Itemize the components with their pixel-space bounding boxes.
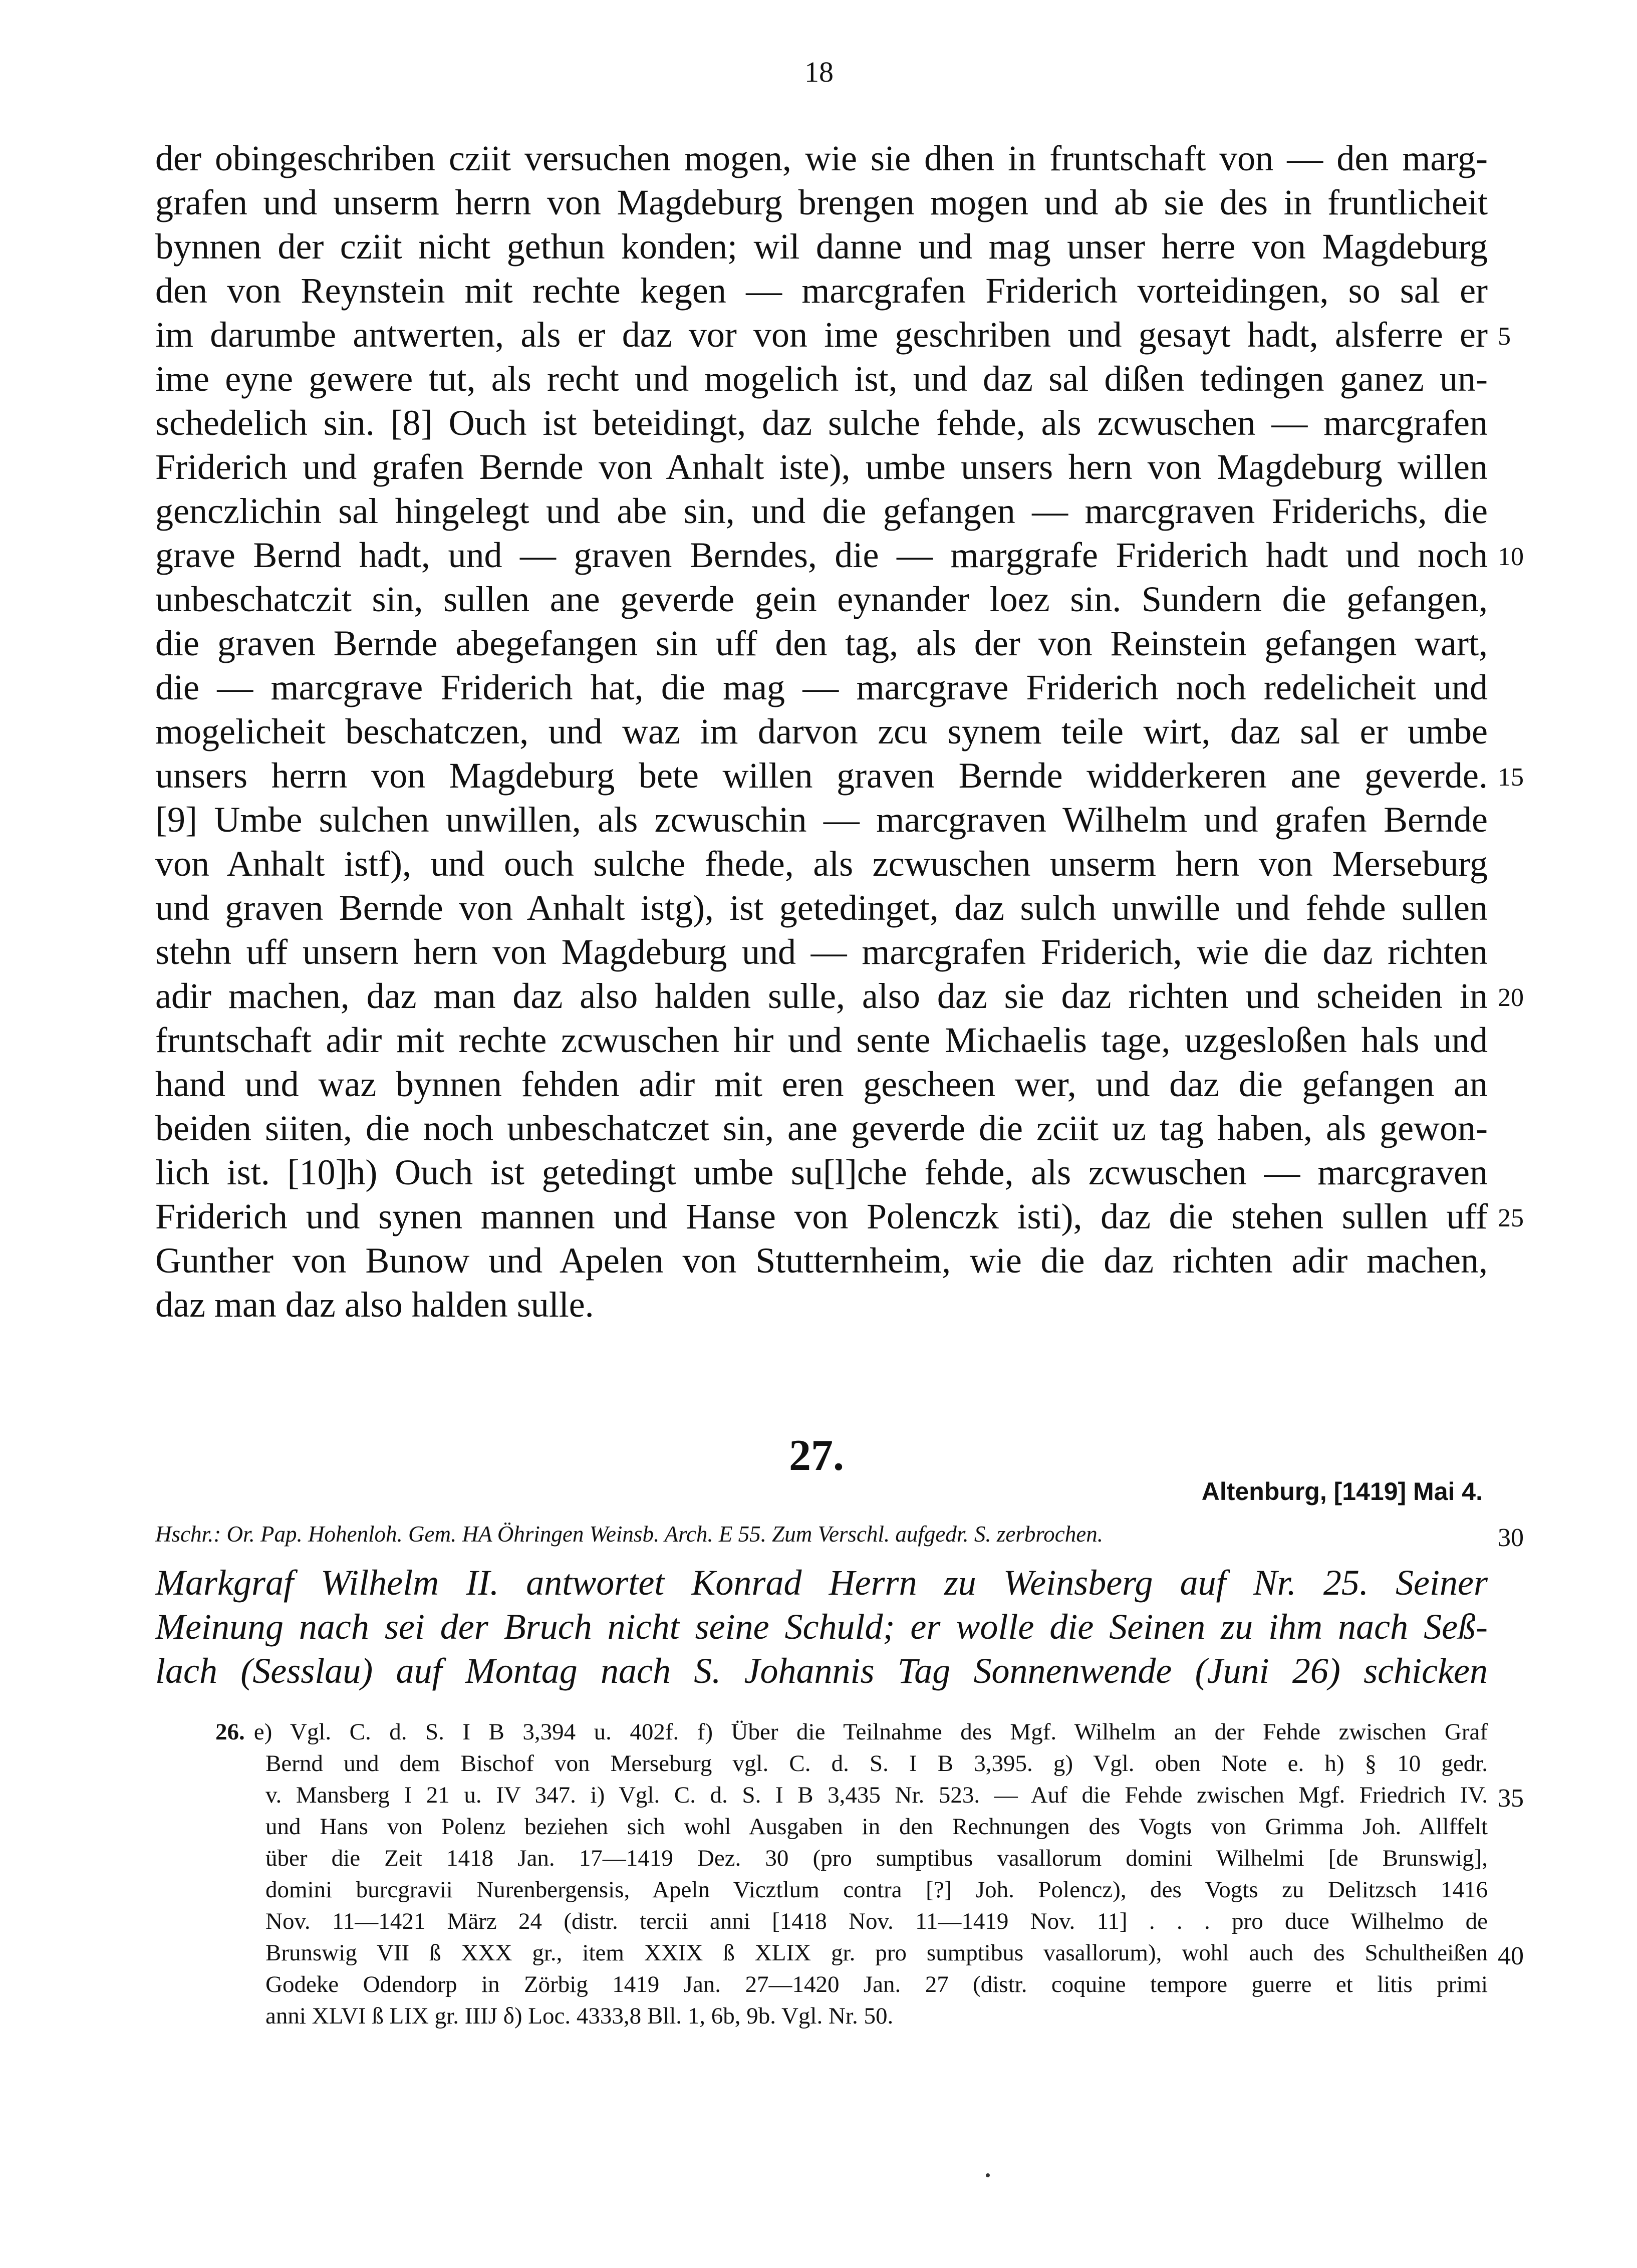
text-line: grave Bernd hadt, und — graven Berndes, die — marggrafe Friderich hadt und noch [155,535,1488,575]
text-line: schedelich sin. [8] Ouch ist beteidingt, daz sulche fehde, als zcwuschen — marcgrafen [155,403,1488,443]
text-line: daz man daz also halden sulle. [155,1285,594,1325]
text-line: hand und waz bynnen fehden adir mit eren gescheen wer, und daz die gefangen an [155,1064,1488,1104]
text-line: grafen und unserm herrn von Magdeburg brengen mogen und ab sie des in fruntlicheit [155,182,1488,222]
footnote-line: anni XLVI ß LIX gr. IIIJ δ) Loc. 4333,8 Bll. 1, 6b, 9b. Vgl. Nr. 50. [265,2003,894,2029]
text-line: lich ist. [10]h) Ouch ist getedingt umbe su[l]che fehde, als zcwuschen — marcgraven [155,1152,1488,1192]
regest-line: Meinung nach sei der Bruch nicht seine Schuld; er wolle die Seinen zu ihm nach Seß- [155,1607,1488,1647]
footnote-text: e) Vgl. C. d. S. I B 3,394 u. 402f. f) Über die Teilnahme des Mgf. Wilhelm an der Fehde zwischen Graf [253,1719,1488,1745]
footnote-line [215,1718,1488,1745]
text-line: [9] Umbe sulchen unwillen, als zcwuschin — marcgraven Wilhelm und grafen Bernde [155,800,1488,840]
document-number: 27. [789,1431,844,1480]
text-line: Gunther von Bunow und Apelen von Stutternheim, wie die daz richten adir machen, [155,1240,1488,1281]
text-line: die — marcgrave Friderich hat, die mag — marcgrave Friderich noch redelicheit und [155,667,1488,707]
footnote-line: über die Zeit 1418 Jan. 17—1419 Dez. 30 (pro sumptibus vasallorum domini Wilhelmi [de Brunswig], [265,1845,1488,1871]
text-line: und graven Bernde von Anhalt istg), ist getedinget, daz sulch unwille und fehde sullen [155,888,1488,928]
text-line: ime eyne gewere tut, als recht und mogelich ist, und daz sal dißen tedingen ganez un- [155,359,1488,399]
footnote-line: Bernd und dem Bischof von Merseburg vgl. C. d. S. I B 3,395. g) Vgl. oben Note e. h) § 10 gedr. [265,1750,1488,1777]
text-line: unsers herrn von Magdeburg bete willen graven Bernde widderkeren ane geverde. [155,755,1488,796]
line-number: 15 [1498,763,1524,792]
text-line: mogelicheit beschatczen, und waz im darvon zcu synem teile wirt, daz sal er umbe [155,711,1488,751]
text-line: im darumbe antwerten, als er daz vor von ime geschriben und gesayt hadt, alsferre er [155,315,1488,355]
footnote-line: domini burcgravii Nurenbergensis, Apeln Vicztlum contra [?] Joh. Polencz), des Vogts zu Delitzsch 1416 [265,1877,1488,1903]
line-number: 5 [1498,322,1511,351]
dateline: Altenburg, [1419] Mai 4. [1201,1477,1483,1505]
source-line: Hschr.: Or. Pap. Hohenloh. Gem. HA Öhringen Weinsb. Arch. E 55. Zum Verschl. aufgedr. S. zerbrochen. [155,1522,1103,1547]
line-number: 25 [1498,1204,1524,1232]
regest-line: lach (Sesslau) auf Montag nach S. Johannis Tag Sonnenwende (Juni 26) schicken [155,1651,1488,1691]
footnote-line: Nov. 11—1421 März 24 (distr. tercii anni [1418 Nov. 11—1419 Nov. 11] . . . pro duce Wilhelmo de [265,1908,1488,1934]
text-line: adir machen, daz man daz also halden sulle, also daz sie daz richten und scheiden in [155,976,1488,1016]
regest-line: Markgraf Wilhelm II. antwortet Konrad Herrn zu Weinsberg auf Nr. 25. Seiner [155,1563,1488,1603]
page-number: 18 [804,56,834,88]
text-line: der obingeschriben cziit versuchen mogen, wie sie dhen in fruntschaft von — den marg- [155,138,1488,178]
line-number: 30 [1498,1524,1524,1552]
text-line: fruntschaft adir mit rechte zcwuschen hir und sente Michaelis tage, uzgesloßen hals und [155,1020,1488,1060]
text-line: Friderich und synen mannen und Hanse von Polenczk isti), daz die stehen sullen uff [155,1196,1488,1236]
text-line: beiden siiten, die noch unbeschatczet sin, ane geverde die zciit uz tag haben, als gewon- [155,1108,1488,1148]
text-line: die graven Bernde abegefangen sin uff den tag, als der von Reinstein gefangen wart, [155,623,1488,663]
text-line: von Anhalt istf), und ouch sulche fhede, als zcwuschen unserm hern von Merseburg [155,844,1488,884]
text-line: bynnen der cziit nicht gethun konden; wil danne und mag unser herre von Magdeburg [155,226,1488,267]
text-line: Friderich und grafen Bernde von Anhalt iste), umbe unsers hern von Magdeburg willen [155,447,1488,487]
page-speck [986,2173,990,2177]
text-line: genczlichin sal hingelegt und abe sin, und die gefangen — marcgraven Friderichs, die [155,491,1488,531]
line-number: 20 [1498,983,1524,1012]
footnote-label: 26. [215,1719,245,1745]
line-number: 10 [1498,543,1524,571]
text-line: den von Reynstein mit rechte kegen — marcgrafen Friderich vorteidingen, so sal er [155,271,1488,311]
line-number: 40 [1498,1942,1524,1970]
footnote-line: und Hans von Polenz beziehen sich wohl Ausgaben in den Rechnungen des Vogts von Grimma Joh. Allffelt [265,1814,1488,1840]
text-line: unbeschatczit sin, sullen ane geverde gein eynander loez sin. Sundern die gefangen, [155,579,1488,619]
text-line: stehn uff unsern hern von Magdeburg und — marcgrafen Friderich, wie die daz richten [155,932,1488,972]
footnote-line: v. Mansberg I 21 u. IV 347. i) Vgl. C. d. S. I B 3,435 Nr. 523. — Auf die Fehde zwischen Mgf. Friedrich IV. [265,1782,1488,1808]
footnote-line: Brunswig VII ß XXX gr., item XXIX ß XLIX gr. pro sumptibus vasallorum), wohl auch des Schultheißen [265,1940,1488,1966]
line-number: 35 [1498,1784,1524,1813]
footnote-line: Godeke Odendorp in Zörbig 1419 Jan. 27—1420 Jan. 27 (distr. coquine tempore guerre et litis primi [265,1971,1488,1997]
